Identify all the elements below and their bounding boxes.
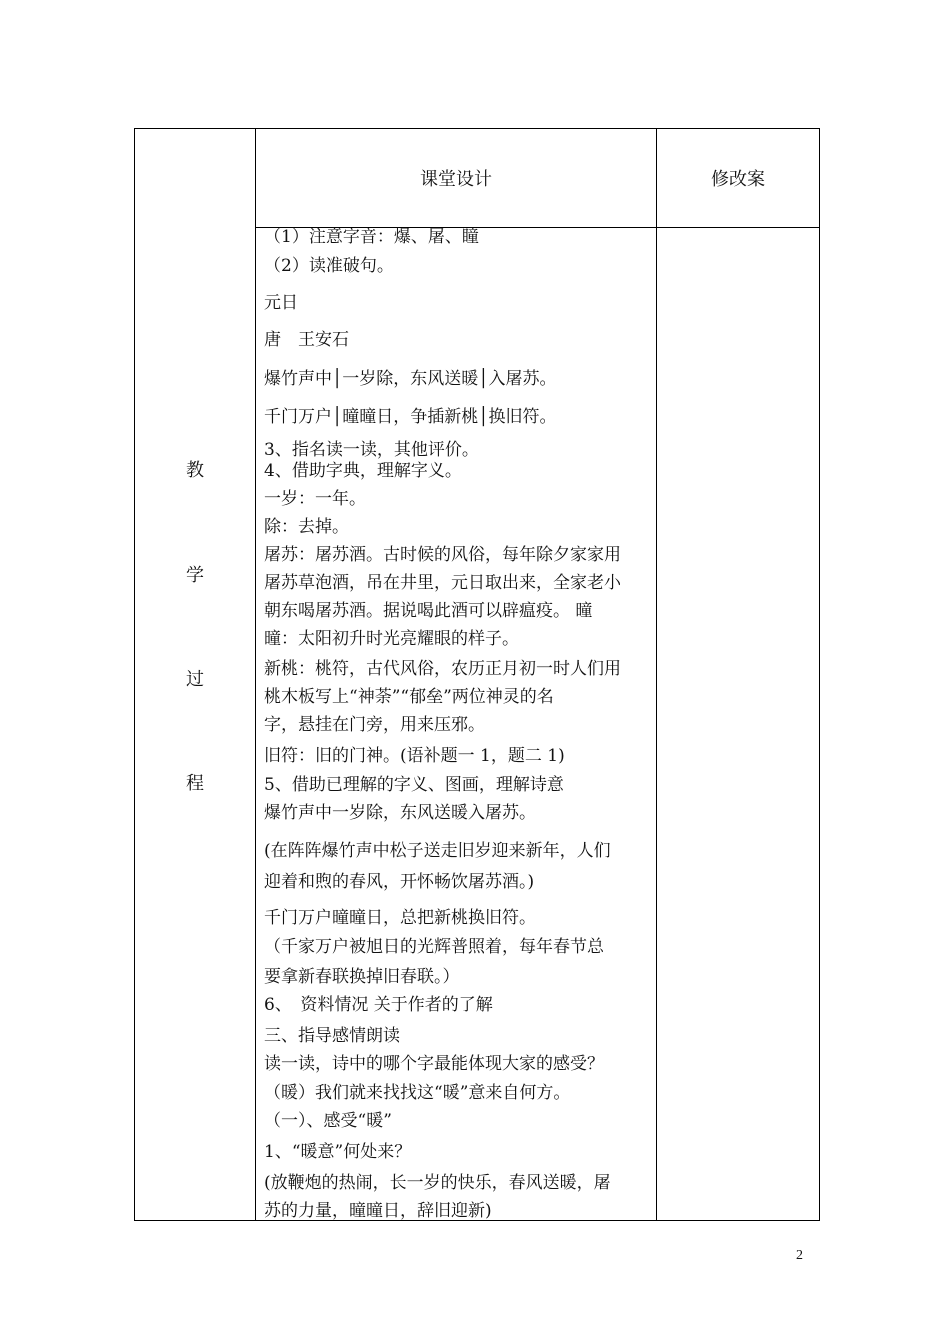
content-line: 元日 [264, 293, 298, 313]
content-line: 新桃：桃符，古代风俗，农历正月初一时人们用 [264, 659, 621, 679]
content-line: 曈：太阳初升时光亮耀眼的样子。 [264, 629, 519, 649]
content-line: 旧符：旧的门神。(语补题一 1，题二 1) [264, 746, 565, 766]
content-line: (放鞭炮的热闹，长一岁的快乐，春风送暖，屠 [264, 1173, 611, 1193]
content-line: 三、指导感情朗读 [264, 1026, 400, 1046]
content-line: 唐 王安石 [264, 330, 349, 350]
content-line: （暖）我们就来找找这“暖”意来自何方。 [264, 1083, 571, 1103]
content-line: 读一读，诗中的哪个字最能体现大家的感受？ [264, 1054, 604, 1074]
side-label-char: 教 [186, 460, 204, 481]
content-line: （1）注意字音：爆、屠、瞳 [264, 227, 479, 247]
table-divider [255, 129, 256, 1220]
content-line: 5、借助已理解的字义、图画，理解诗意 [264, 775, 564, 795]
column-header-revision: 修改案 [711, 169, 765, 190]
content-line: 桃木板写上“神荼”“郁垒”两位神灵的名 [264, 687, 554, 707]
content-line: 4、借助字典，理解字义。 [264, 461, 462, 481]
content-line: 千门万户曈曈日，总把新桃换旧符。 [264, 908, 536, 928]
content-line: (在阵阵爆竹声中松子送走旧岁迎来新年，人们 [264, 841, 611, 861]
content-line: 朝东喝屠苏酒。据说喝此酒可以辟瘟疫。 曈 [264, 601, 593, 621]
content-line: 3、指名读一读，其他评价。 [264, 440, 479, 460]
content-line: 千门万户│曈曈日，争插新桃│换旧符。 [264, 407, 557, 427]
content-line: 1、“暖意”何处来？ [264, 1142, 412, 1162]
page-number: 2 [796, 1248, 803, 1263]
content-line: 爆竹声中│一岁除，东风送暖│入屠苏。 [264, 369, 557, 389]
side-label-char: 程 [186, 773, 204, 794]
content-line: 字，悬挂在门旁，用来压邪。 [264, 715, 485, 735]
content-line: 要拿新春联换掉旧春联。） [264, 967, 460, 987]
side-label-char: 学 [186, 565, 204, 586]
table-divider [656, 129, 657, 1220]
content-line: 苏的力量，曈曈日，辞旧迎新) [264, 1201, 492, 1221]
content-line: 6、 资料情况 关于作者的了解 [264, 995, 493, 1015]
content-line: （一）、感受“暖” [264, 1111, 392, 1131]
content-line: 迎着和煦的春风，开怀畅饮屠苏酒。) [264, 872, 535, 892]
content-line: 爆竹声中一岁除，东风送暖入屠苏。 [264, 803, 536, 823]
side-label-char: 过 [186, 669, 204, 690]
content-line: 一岁：一年。 [264, 489, 366, 509]
content-line: 除：去掉。 [264, 517, 349, 537]
content-line: （2）读准破句。 [264, 256, 394, 276]
content-line: （千家万户被旭日的光辉普照着，每年春节总 [264, 937, 604, 957]
content-line: 屠苏：屠苏酒。古时候的风俗，每年除夕家家用 [264, 545, 621, 565]
column-header-design: 课堂设计 [420, 169, 492, 190]
content-line: 屠苏草泡酒，吊在井里，元日取出来，全家老小 [264, 573, 621, 593]
